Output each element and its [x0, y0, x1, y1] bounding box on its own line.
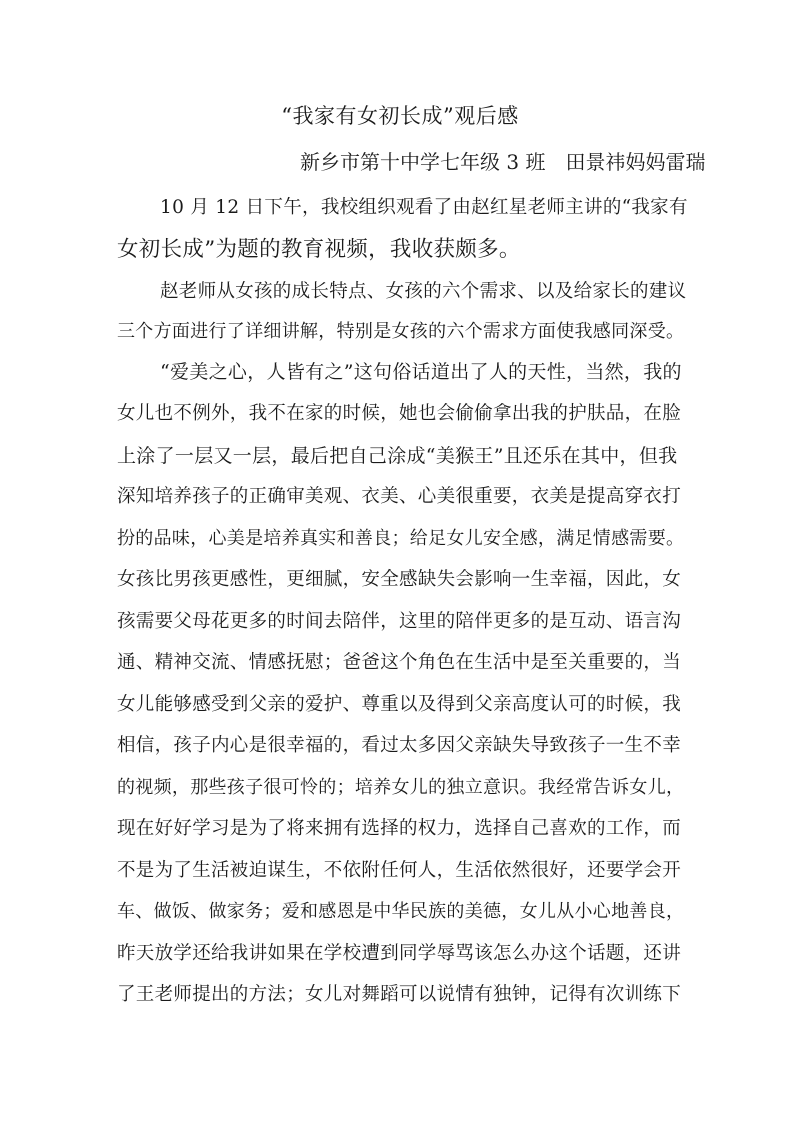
paragraph-line: “爱美之心，人皆有之”这句俗话道出了人的天性，当然，我的	[160, 361, 682, 383]
paragraph-line: 女孩比男孩更感性，更细腻，安全感缺失会影响一生幸福，因此，女	[117, 569, 682, 590]
paragraph-line: 三个方面进行了详细讲解，特别是女孩的六个需求方面使我感同深受。	[117, 321, 685, 342]
paragraph-line: 10 月 12 日下午，我校组织观看了由赵红星老师主讲的“我家有	[160, 197, 688, 218]
paragraph-line: 深知培养孩子的正确审美观、衣美、心美很重要，衣美是提高穿衣打	[117, 486, 682, 507]
author-byline: 新乡市第十中学七年级 3 班 田景祎妈妈雷瑞	[300, 150, 706, 174]
paragraph-line: 了王老师提出的方法；女儿对舞蹈可以说情有独钟，记得有次训练下	[117, 984, 682, 1005]
paragraph-line: 扮的品味，心美是培养真实和善良；给足女儿安全感，满足情感需要。	[117, 527, 685, 549]
paragraph-line: 现在好好学习是为了将来拥有选择的权力，选择自己喜欢的工作，而	[117, 818, 682, 839]
paragraph-line: 相信，孩子内心是很幸福的，看过太多因父亲缺失导致孩子一生不幸	[117, 735, 682, 756]
paragraph-line: 赵老师从女孩的成长特点、女孩的六个需求、以及给家长的建议	[160, 281, 687, 302]
paragraph-line: 孩需要父母花更多的时间去陪伴，这里的陪伴更多的是互动、语言沟	[117, 610, 682, 632]
paragraph-line: 车、做饭、做家务；爱和感恩是中华民族的美德，女儿从小心地善良，	[117, 901, 685, 922]
paragraph-line: 上涂了一层又一层，最后把自己涂成“美猴王”且还乐在其中，但我	[117, 444, 678, 467]
paragraph-line: 通、精神交流、情感抚慰；爸爸这个角色在生活中是至关重要的，当	[117, 652, 682, 673]
document-title: “我家有女初长成”观后感	[281, 104, 519, 128]
paragraph-line: 女初长成”为题的教育视频，我收获颇多。	[117, 237, 521, 262]
paragraph-line: 不是为了生活被迫谋生，不依附任何人，生活依然很好，还要学会开	[117, 859, 682, 881]
paragraph-line: 的视频，那些孩子很可怜的；培养女儿的独立意识。我经常告诉女儿，	[117, 776, 685, 798]
paragraph-line: 女儿也不例外，我不在家的时候，她也会偷偷拿出我的护肤品，在脸	[117, 403, 682, 424]
paragraph-line: 昨天放学还给我讲如果在学校遭到同学辱骂该怎么办这个话题，还讲	[117, 942, 682, 964]
paragraph-line: 女儿能够感受到父亲的爱护、尊重以及得到父亲高度认可的时候，我	[117, 693, 682, 715]
